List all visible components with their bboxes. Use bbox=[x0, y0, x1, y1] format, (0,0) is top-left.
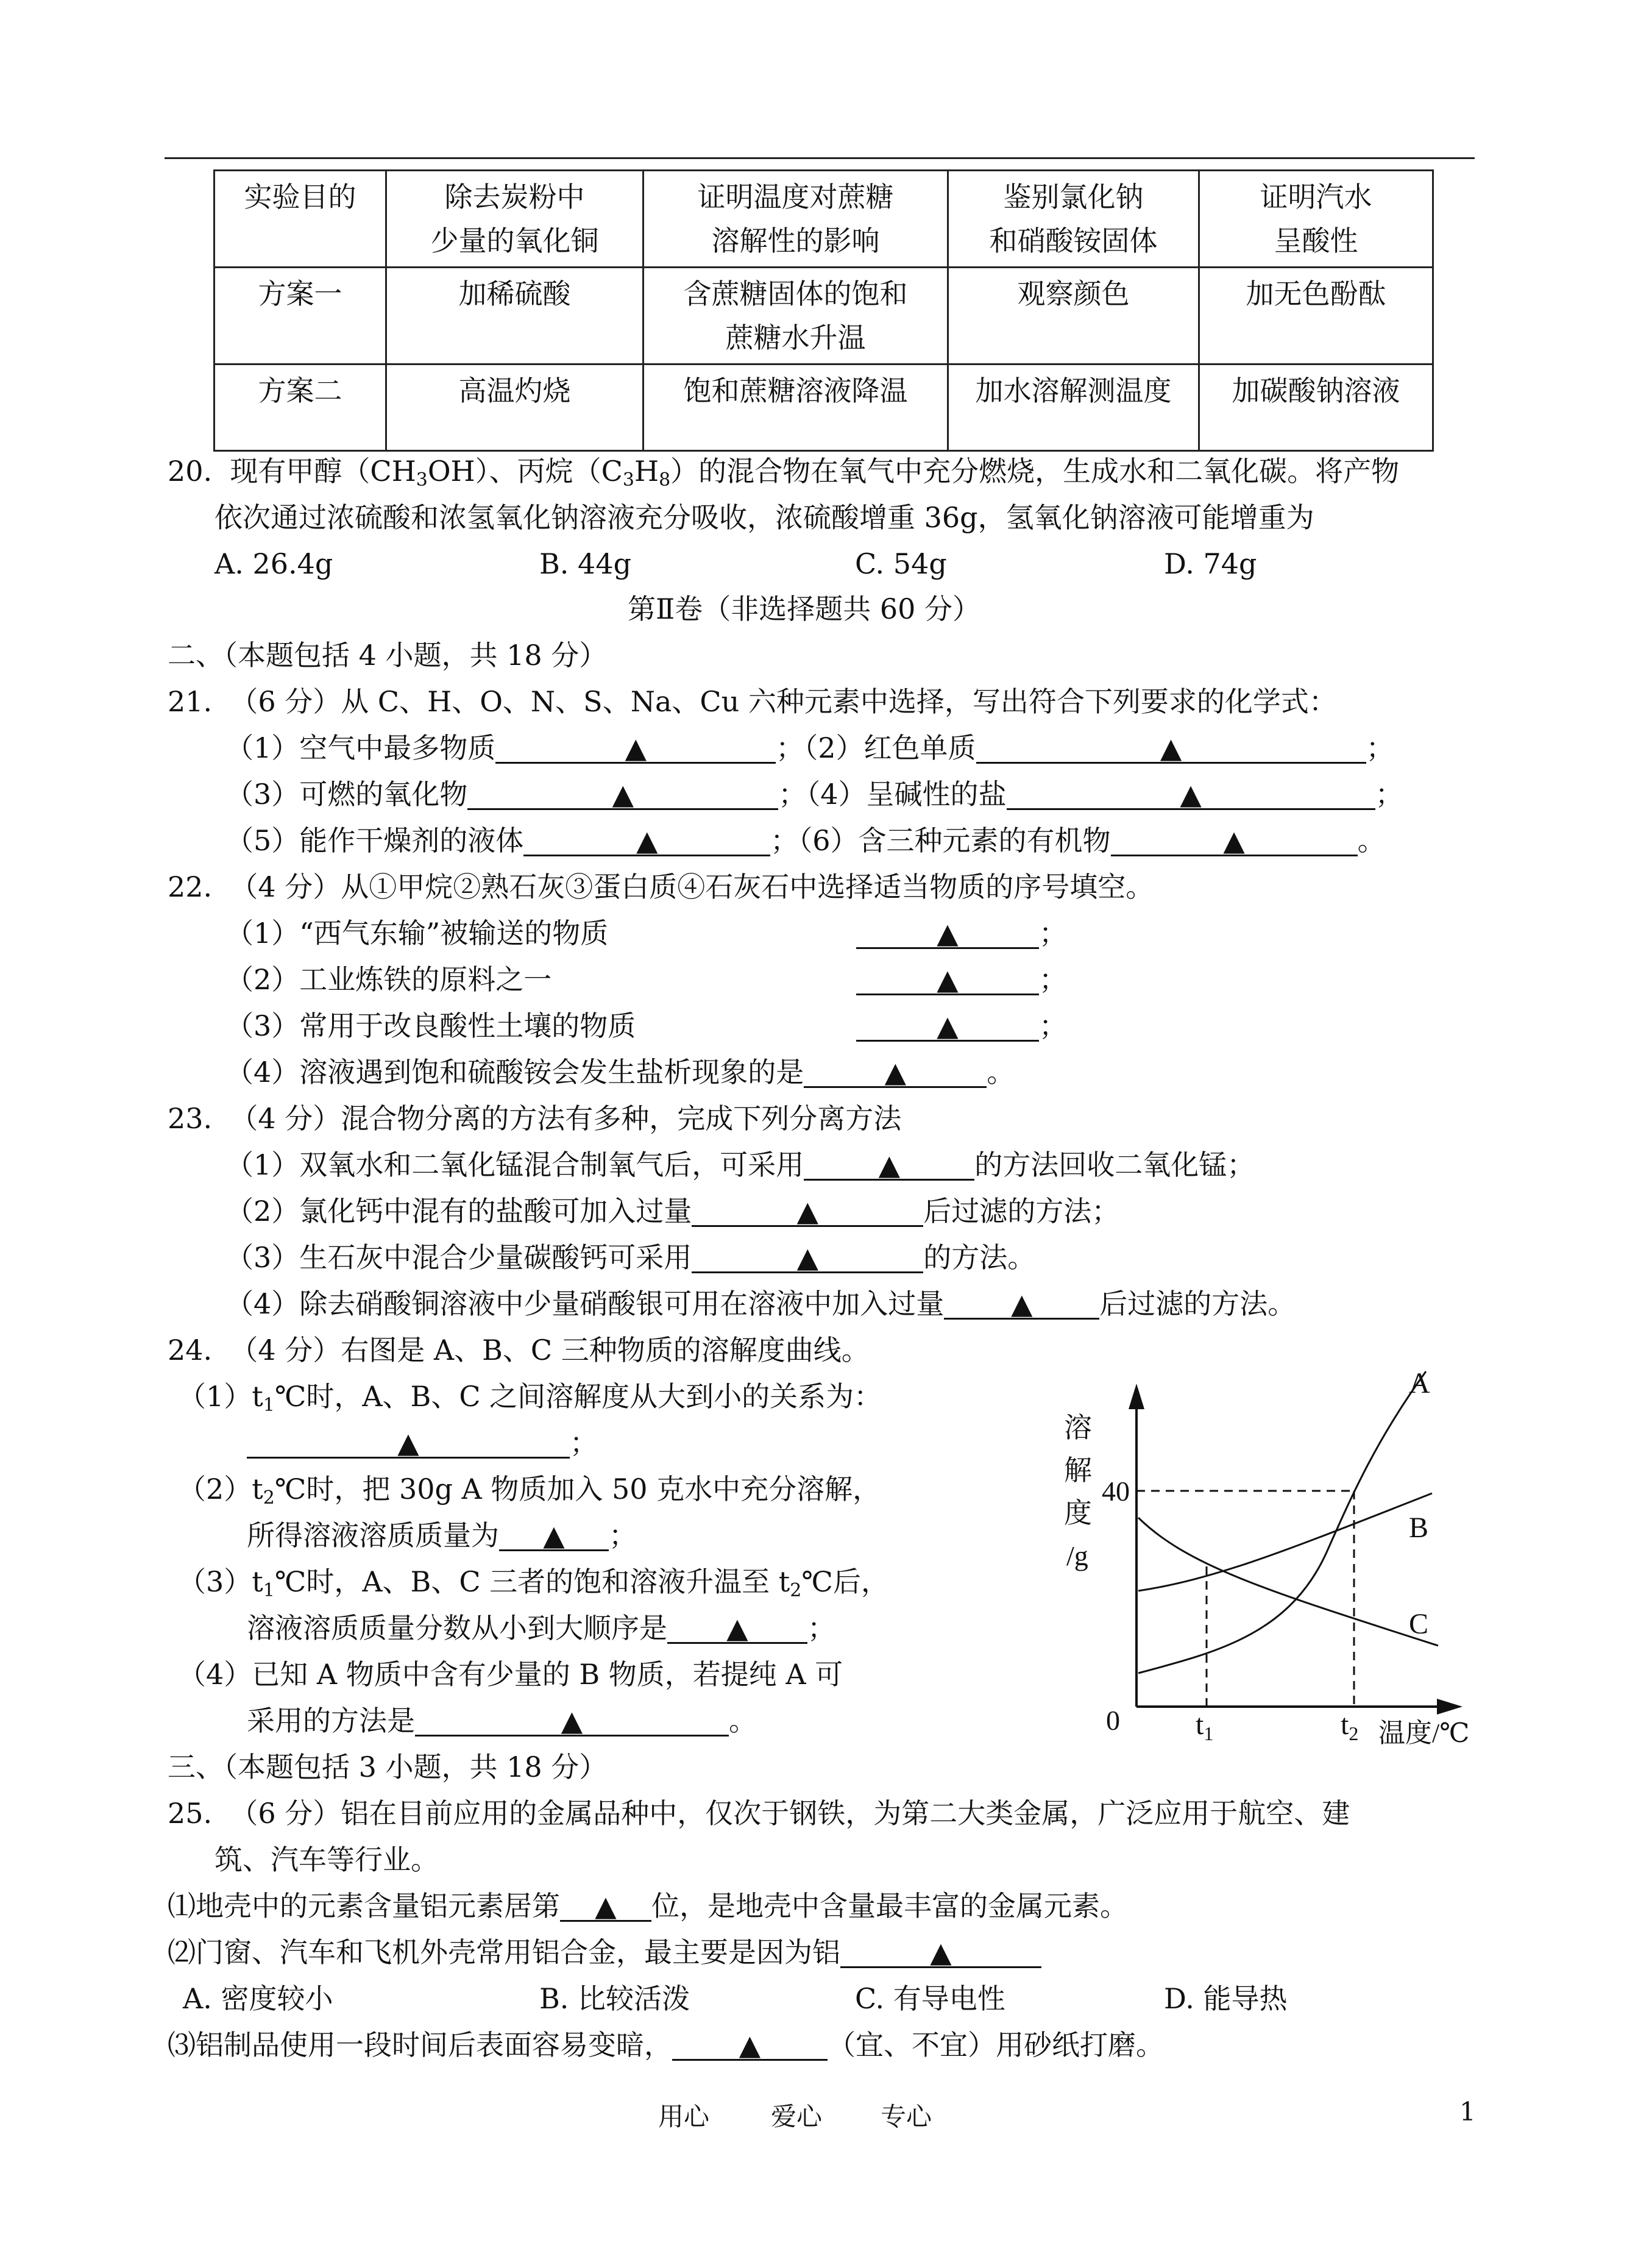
x-axis-arrow bbox=[1437, 1699, 1462, 1715]
q20-option-c: C. 54g bbox=[855, 547, 947, 580]
q24-item-2-answer: 所得溶液溶质质量为 ▲ ； bbox=[247, 1516, 637, 1554]
q24-item-1: $(1)t_1℃$时，A、B、C 之间溶解度从大到小的关系为： bbox=[178, 1380, 882, 1416]
answer-blank[interactable]: ▲ bbox=[415, 1702, 729, 1737]
y-axis-arrow bbox=[1129, 1384, 1144, 1409]
footer-motto-2: 爱心 bbox=[771, 2102, 823, 2131]
table-cell: 加无色酚酞 bbox=[1199, 268, 1433, 364]
q25-option-b: B. 比较活泼 bbox=[539, 1982, 690, 2015]
q22-item-2: （2）工业炼铁的原料之一 bbox=[225, 963, 552, 996]
curve-b-label: B bbox=[1409, 1512, 1429, 1544]
y-label-char: 解 bbox=[1064, 1455, 1092, 1486]
q23-item-2: （2）氯化钙中混有的盐酸可加入过量 ▲ 后过滤的方法； bbox=[225, 1192, 1119, 1230]
q25-option-d: D. 能导热 bbox=[1164, 1982, 1288, 2015]
answer-blank[interactable]: ▲ bbox=[495, 729, 776, 764]
answer-blank[interactable]: ▲ bbox=[672, 2026, 828, 2061]
t1-label: $t_1$ bbox=[1196, 1708, 1214, 1744]
q24-item-2: $(2)t_2℃$时，把 30g A 物质加入 50 克水中充分溶解， bbox=[178, 1473, 881, 1509]
answer-blank[interactable]: ▲ bbox=[856, 1007, 1039, 1042]
page-number: 1 bbox=[1459, 2097, 1476, 2127]
answer-blank[interactable]: ▲ bbox=[499, 1516, 609, 1551]
y-axis-label bbox=[1064, 1412, 1092, 1571]
table-cell: 除去炭粉中 少量的氧化铜 bbox=[386, 171, 644, 268]
answer-blank[interactable]: ▲ bbox=[467, 775, 778, 810]
y-label-char: 度 bbox=[1064, 1498, 1092, 1529]
table-cell: 鉴别氯化钠 和硝酸铵固体 bbox=[948, 171, 1199, 268]
q20-stem-line1: 20. 现有甲醇$(CH_3OH)$、丙烷$(C_3H_8)$的混合物在氧气中充分燃烧，生成水和二氧化碳。将产物 bbox=[168, 455, 1400, 491]
answer-blank[interactable]: ▲ bbox=[560, 1887, 651, 1922]
curve-a-label: A bbox=[1409, 1367, 1430, 1399]
q25-option-a: A. 密度较小 bbox=[183, 1982, 333, 2015]
x-axis-label: 温度/℃ bbox=[1378, 1718, 1470, 1748]
q22-stem: 22. （4 分）从①甲烷②熟石灰③蛋白质④石灰石中选择适当物质的序号填空。 bbox=[168, 870, 1154, 903]
q22-blank-row: ▲ ； bbox=[856, 1007, 1067, 1045]
answer-blank[interactable]: ▲ bbox=[840, 1933, 1041, 1968]
q24-stem: 24. （4 分）右图是 A、B、C 三种物质的溶解度曲线。 bbox=[168, 1334, 870, 1367]
answer-blank[interactable]: ▲ bbox=[856, 961, 1039, 995]
answer-blank[interactable]: ▲ bbox=[944, 1285, 1099, 1320]
footer-motto-1: 用心 bbox=[658, 2102, 710, 2131]
answer-blank[interactable]: ▲ bbox=[247, 1424, 570, 1459]
q24-item-4: （4）已知 A 物质中含有少量的 B 物质，若提纯 A 可 bbox=[178, 1658, 843, 1691]
answer-blank[interactable]: ▲ bbox=[804, 1053, 987, 1088]
curve-b bbox=[1138, 1493, 1432, 1591]
header-rule bbox=[165, 157, 1475, 159]
answer-blank[interactable]: ▲ bbox=[856, 914, 1039, 949]
q22-blank-row: ▲ ； bbox=[856, 961, 1067, 998]
table-cell: 方案一 bbox=[214, 268, 386, 364]
table-cell: 观察颜色 bbox=[948, 268, 1199, 364]
q24-item-1-answer: ▲ ； bbox=[247, 1424, 598, 1462]
answer-blank[interactable]: ▲ bbox=[667, 1609, 807, 1644]
curve-c-label: C bbox=[1409, 1608, 1429, 1640]
table-cell: 加碳酸钠溶液 bbox=[1199, 364, 1433, 451]
table-cell: 证明温度对蔗糖 溶解性的影响 bbox=[644, 171, 948, 268]
part2-title: 第Ⅱ卷（非选择题共 60 分） bbox=[628, 592, 981, 625]
q25-stem-line2: 筑、汽车等行业。 bbox=[214, 1843, 439, 1876]
table-cell: 含蔗糖固体的饱和 蔗糖水升温 bbox=[644, 268, 948, 364]
q23-stem: 23. （4 分）混合物分离的方法有多种，完成下列分离方法 bbox=[168, 1102, 902, 1135]
section-2-heading: 二、（本题包括 4 小题，共 18 分） bbox=[168, 639, 608, 672]
q20-stem-line2: 依次通过浓硫酸和浓氢氧化钠溶液充分吸收，浓硫酸增重 36g，氢氧化钠溶液可能增重为 bbox=[214, 501, 1314, 534]
q23-item-3: （3）生石灰中混合少量碳酸钙可采用 ▲ 的方法。 bbox=[225, 1239, 1035, 1276]
answer-blank[interactable]: ▲ bbox=[1007, 775, 1375, 810]
q25-item-2: ⑵门窗、汽车和飞机外壳常用铝合金，最主要是因为铝 ▲ bbox=[168, 1933, 1041, 1971]
q20-option-d: D. 74g bbox=[1164, 547, 1257, 580]
q21-row2: （3）可燃的氧化物 ▲ ；（4）呈碱性的盐 ▲ ； bbox=[225, 775, 1403, 813]
q24-item-4-answer: 采用的方法是 ▲ 。 bbox=[247, 1702, 757, 1740]
q23-item-4: （4）除去硝酸铜溶液中少量硝酸银可用在溶液中加入过量 ▲ 后过滤的方法。 bbox=[225, 1285, 1296, 1323]
q21-row1: （1）空气中最多物质 ▲ ；（2）红色单质 ▲ ； bbox=[225, 729, 1394, 767]
solubility-curve-figure bbox=[1036, 1365, 1475, 1768]
q24-item-3: $(3)t_1℃$时，A、B、C 三者的饱和溶液升温至 $t_2℃$后， bbox=[178, 1565, 889, 1601]
table-cell: 证明汽水 呈酸性 bbox=[1199, 171, 1433, 268]
q22-item-1: （1）“西气东输”被输送的物质 bbox=[225, 917, 609, 950]
footer-motto-3: 专心 bbox=[881, 2102, 932, 2131]
experiment-table bbox=[213, 169, 1434, 452]
table-cell: 方案二 bbox=[214, 364, 386, 451]
q21-row3: （5）能作干燥剂的液体 ▲ ；（6）含三种元素的有机物 ▲ 。 bbox=[225, 822, 1386, 859]
y-label-char: /g bbox=[1066, 1540, 1088, 1571]
table-cell: 加稀硫酸 bbox=[386, 268, 644, 364]
q20-option-a: A. 26.4g bbox=[214, 547, 333, 580]
q24-item-3-answer: 溶液溶质质量分数从小到大顺序是 ▲ ； bbox=[247, 1609, 835, 1647]
q22-item-4: （4）溶液遇到饱和硫酸铵会发生盐析现象的是 ▲ 。 bbox=[225, 1053, 1015, 1091]
table-row bbox=[214, 364, 1433, 451]
table-row bbox=[214, 171, 1433, 268]
answer-blank[interactable]: ▲ bbox=[692, 1239, 923, 1273]
table-cell: 实验目的 bbox=[214, 171, 386, 268]
q25-item-3: ⑶铝制品使用一段时间后表面容易变暗， ▲ （宜、不宜）用砂纸打磨。 bbox=[168, 2026, 1164, 2064]
q22-blank-row: ▲ ； bbox=[856, 914, 1067, 952]
y-label-char: 溶 bbox=[1064, 1412, 1092, 1443]
q21-stem: 21. （6 分）从 C、H、O、N、S、Na、Cu 六种元素中选择，写出符合下列要求的化学式： bbox=[168, 685, 1337, 718]
table-cell: 加水溶解测温度 bbox=[948, 364, 1199, 451]
q20-option-b: B. 44g bbox=[539, 547, 632, 580]
origin-label: 0 bbox=[1106, 1705, 1120, 1736]
answer-blank[interactable]: ▲ bbox=[804, 1146, 974, 1181]
answer-blank[interactable]: ▲ bbox=[1111, 822, 1358, 856]
q25-stem-line1: 25. （6 分）铝在目前应用的金属品种中，仅次于钢铁，为第二大类金属，广泛应用于航空、建 bbox=[168, 1797, 1350, 1830]
q25-option-c: C. 有导电性 bbox=[855, 1982, 1005, 2015]
t2-label: $t_2$ bbox=[1341, 1708, 1359, 1744]
section-3-heading: 三、（本题包括 3 小题，共 18 分） bbox=[168, 1751, 608, 1783]
q23-item-1: （1）双氧水和二氧化锰混合制氧气后，可采用 ▲ 的方法回收二氧化锰； bbox=[225, 1146, 1255, 1184]
table-cell: 饱和蔗糖溶液降温 bbox=[644, 364, 948, 451]
y-tick-40: 40 bbox=[1102, 1476, 1130, 1507]
q22-item-3: （3）常用于改良酸性土壤的物质 bbox=[225, 1009, 636, 1042]
answer-blank[interactable]: ▲ bbox=[976, 729, 1366, 764]
answer-blank[interactable]: ▲ bbox=[692, 1192, 923, 1227]
q25-item-1: ⑴地壳中的元素含量铝元素居第 ▲ 位，是地壳中含量最丰富的金属元素。 bbox=[168, 1887, 1128, 1925]
table-cell: 高温灼烧 bbox=[386, 364, 644, 451]
table-row bbox=[214, 268, 1433, 364]
answer-blank[interactable]: ▲ bbox=[523, 822, 770, 856]
